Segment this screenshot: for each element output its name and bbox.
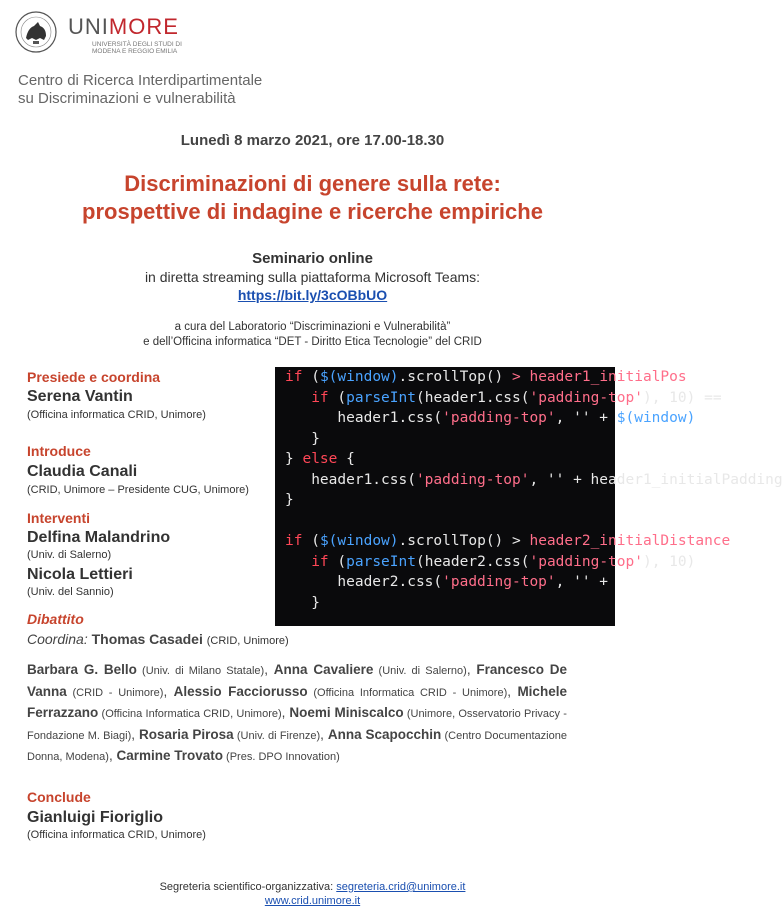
participant-affiliation: (Univ. di Firenze)	[233, 729, 321, 742]
participant-affiliation: (Pres. DPO Innovation)	[223, 751, 340, 763]
research-centre-name: Centro di Ricerca Interdipartimentale su Discriminazioni e vulnerabilità	[18, 72, 263, 107]
event-date: Lunedì 8 marzo 2021, ore 17.00-18.30	[180, 132, 445, 149]
event-title: Discriminazioni di genere sulla rete: prospettive di indagine e ricerche empiriche	[82, 171, 543, 224]
intro-label: Introduce	[27, 443, 91, 459]
organizers: a cura del Laboratorio “Discriminazioni e Vulnerabilità” e dell’Officina informatica “DET - Diritto Etica Tecnologie” del CRID	[143, 321, 482, 348]
participant-affiliation: (Centro Documentazione Donna, Modena)	[27, 729, 567, 763]
intro-name: Claudia Canali	[27, 463, 138, 480]
footer: Segreteria scientifico-organizzativa: segreteria.crid@unimore.it www.crid.unimore.it	[159, 881, 466, 907]
seminar-info	[0, 250, 625, 304]
closing-label: Conclude	[27, 789, 91, 805]
streaming-link[interactable]: https://bit.ly/3cOBbUO	[237, 287, 388, 303]
participant-name: Anna Scapocchin	[327, 726, 442, 742]
participant-name: Carmine Trovato	[116, 748, 223, 763]
participant-affiliation: (CRID - Unimore)	[66, 686, 164, 699]
intro-affiliation: (CRID, Unimore – Presidente CUG, Unimore)	[27, 484, 249, 496]
website-link[interactable]: www.crid.unimore.it	[264, 895, 361, 907]
participants-list: Barbara G. Bello (Univ. di Milano Statale), Anna Cavaliere (Univ. di Salerno), Francesco De Vanna (CRID - Unimore), Alessio Facciorusso (Officina Informatica CRID - Unimore), Michele Ferrazzano (Officina Informatica CRID, Unimore), Noemi Miniscalco (Unimore, Osservatorio Privacy - Fondazione M. Biagi), Rosaria Pirosa (Univ. di Firenze), Anna Scapocchin (Centro Documentazione Donna, Modena), Carmine Trovato (Pres. DPO Innovation)	[27, 662, 568, 763]
participant-affiliation: (Unimore, Osservatorio Privacy - Fondazione M. Biagi)	[27, 708, 567, 742]
participant-name: Michele Ferrazzano	[27, 683, 567, 720]
speaker2-affiliation: (Univ. del Sannio)	[27, 586, 114, 598]
speaker1-affiliation: (Univ. di Salerno)	[27, 549, 112, 561]
university-logo-text: UNIMORE	[68, 14, 179, 39]
talks-label: Interventi	[27, 510, 91, 526]
participant-name: Francesco De Vanna	[27, 662, 568, 699]
speaker1-name: Delfina Malandrino	[27, 529, 171, 546]
chair-label: Presiede e coordina	[27, 369, 161, 385]
chair-name: Serena Vantin	[27, 388, 133, 405]
speaker2-name: Nicola Lettieri	[27, 566, 133, 583]
seminar-label: Seminario online	[252, 250, 373, 267]
closing-name: Gianluigi Fioriglio	[27, 809, 163, 826]
university-seal-icon	[14, 10, 58, 54]
university-full-name: UNIVERSITÀ DEGLI STUDI DI MODENA E REGGIO EMILIA	[92, 41, 182, 55]
participant-name: Noemi Miniscalco	[289, 705, 404, 720]
participant-affiliation: (Officina Informatica CRID, Unimore)	[98, 708, 282, 720]
closing-affiliation: (Officina informatica CRID, Unimore)	[27, 829, 206, 841]
participant-name: Barbara G. Bello	[27, 662, 137, 677]
debate-label: Dibattito	[27, 611, 84, 627]
participant-affiliation: (Officina Informatica CRID - Unimore)	[307, 686, 508, 699]
participant-name: Alessio Facciorusso	[173, 683, 308, 699]
code-photo: if ($(window).scrollTop() > header1_initialPos if (parseInt(header1.css('padding-top'), 10) == header1.css('padding-top', '' + $(window) } } else { header1.css('padding-top', '' + header1_initialPadding } if ($(window).scrollTop() > header2_initialDistance if (parseInt(header2.css('padding-top'), 10) header2.css('padding-top', '' + }	[275, 367, 615, 626]
chair-affiliation: (Officina informatica CRID, Unimore)	[27, 409, 206, 421]
participant-affiliation: (Univ. di Salerno)	[373, 665, 467, 677]
debate-coordinator: Coordina: Thomas Casadei (CRID, Unimore)	[27, 631, 289, 647]
participant-affiliation: (Univ. di Milano Statale)	[136, 665, 265, 677]
email-link[interactable]: segreteria.crid@unimore.it	[336, 881, 466, 893]
platform-text: in diretta streaming sulla piattaforma Microsoft Teams:	[144, 269, 481, 285]
participant-name: Anna Cavaliere	[273, 662, 374, 677]
participant-name: Rosaria Pirosa	[138, 726, 234, 742]
